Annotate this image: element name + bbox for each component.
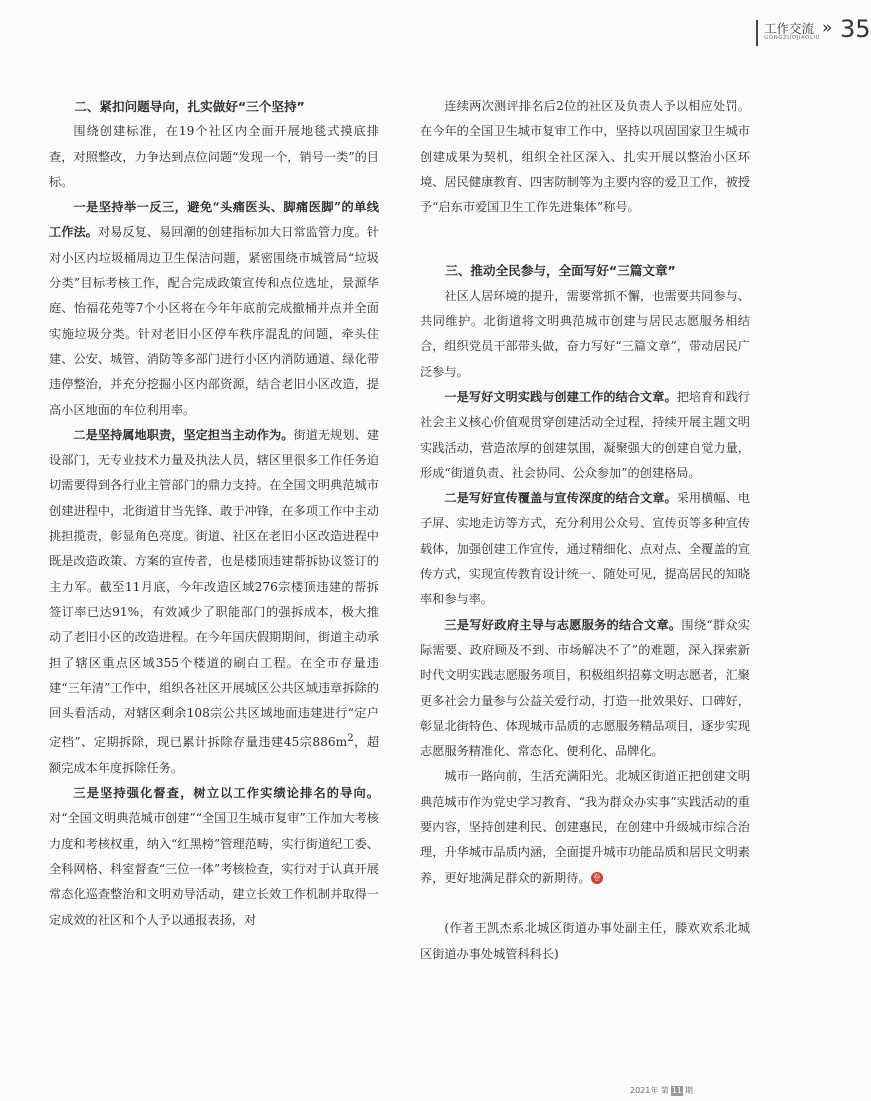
section-heading-2: 二、紧扣问题导向，扎实做好“三个坚持”	[74, 99, 305, 114]
article-2-lead: 二是写好宣传覆盖与宣传深度的结合文章。	[444, 491, 677, 506]
footer-year: 2021年	[630, 1086, 659, 1095]
section-heading-3: 三、推动全民参与，全面写好“三篇文章”	[445, 263, 676, 279]
section-title: 工作交流	[764, 21, 815, 36]
article-3-lead: 三是写好政府主导与志愿服务的结合文章。	[444, 617, 682, 632]
footer-issue-prefix: 第	[660, 1086, 669, 1095]
left-column	[49, 94, 379, 933]
point-3-text: 对“全国文明典范城市创建”“全国卫生城市复审”工作加大考核力度和考核权重，纳入“红黑榜”管理范畴，实行街道纪工委、全科网格、科室督查“三位一体”考核检查，实行对于认真开展常态化巡查整治和文明劝导活动，建立长效工作机制并取得一定成效的社区和个人予以通报表扬，对	[49, 811, 379, 927]
footer-issue-number: 11	[671, 1085, 682, 1095]
right-column	[420, 94, 750, 967]
paragraph-continued: 连续两次测评排名后2位的社区及负责人予以相应处罚。在今年的全国卫生城市复审工作中，坚持以巩固国家卫生城市创建成果为契机，组织全社区深入、扎实开展以整治小区环境、居民健康教育、四害防制等为主要内容的爱卫工作，被授予“启东市爱国卫生工作先进集体”称号。	[420, 99, 750, 215]
footer-issue-suffix: 期	[684, 1086, 693, 1095]
article-3-text: 围绕“群众实际需要、政府顾及不到、市场解决不了”的难题，深入探索新时代文明实践志愿服务项目，积极组织招募文明志愿者，汇聚更多社会力量参与公益关爱行动，打造一批效果好、口碑好，彰显北街特色、体现城市品质的志愿服务精品项目，逐步实现志愿服务精准化、常态化、便利化、品牌化。	[420, 617, 751, 759]
article-2-text: 采用横幅、电子屏、实地走访等方式，充分利用公众号、宣传页等多种宣传载体，加强创建工作宣传，通过精细化、点对点、全覆盖的宣传方式，实现宣传教育设计统一、随处可见，提高居民的知晓率和参与率。	[420, 491, 751, 607]
point-3-lead: 三是坚持强化督查，树立以工作实绩论排名的导向。	[73, 786, 379, 801]
chevron-right-icon: »	[822, 18, 833, 38]
article-1-text: 把培育和践行社会主义核心价值观贯穿创建活动全过程，持续开展主题文明实践活动，营造浓厚的创建氛围，凝聚强大的创建自觉力量，形成“街道负责、社会协同、公众参加”的创建格局。	[420, 389, 751, 480]
closing-text: 城市一路向前，生活充满阳光。北城区街道正把创建文明典范城市作为党史学习教育、“我为群众办实事”实践活动的重要内容，坚持创建利民、创建惠民，在创建中升级城市综合治理，升华城市品质内涵，全面提升城市功能品质和居民文明素养，更好地满足群众的新期待。	[420, 769, 750, 885]
superscript-2: 2	[347, 733, 354, 745]
point-2-lead: 二是坚持属地职责，坚定担当主动作为。	[73, 427, 294, 442]
point-1-lead: 一是坚持举一反三，避免“头痛医头、脚痛医脚”的单线工作法。	[49, 200, 379, 240]
page-footer	[630, 1085, 693, 1096]
spacer	[420, 891, 750, 916]
paragraph-point-1	[49, 195, 379, 423]
point-2-text: 街道无规划、建设部门，无专业技术力量及执法人员，辖区里很多工作任务迫切需要得到各行业主管部门的鼎力支持。在全国文明典范城市创建进程中，北街道甘当先锋、敢于冲锋，在多项工作中主动挑担揽责，彰显角色亮度。街道、社区在老旧小区改造进程中既是改造政策、方案的宣传者，也是楼顶违建帮拆协议签订的主力军。截至11月底，今年改造区域276宗楼顶违建的帮拆签订率已达91%，有效减少了职能部门的强拆成本，极大推动了老旧小区的改造进程。在今年国庆假期期间，街道主动承担了辖区重点区域355个楼道的刷白工程。在全市存量违建“三年清”工作中，组织各社区开展城区公共区域违章拆除的回头看活动，对辖区剩余108宗公共区域地面违建进行“定户定档”、定期拆除，现已累计拆除存量违建45宗886m	[49, 427, 380, 750]
header-divider	[756, 20, 758, 46]
point-1-text: 对易反复、易回潮的创建指标加大日常监管力度。针对小区内垃圾桶周边卫生保洁问题，紧密围绕市城管局“垃圾分类”目标考核工作，配合完成政策宣传和点位选址，景源华庭、怡福花苑等7个小区将在今年年底前完成撤桶并点并全面实施垃圾分类。针对老旧小区停车秩序混乱的问题，牵头住建、公安、城管、消防等多部门进行小区内消防通道、绿化带违停整治，并充分挖掘小区内部资源，结合老旧小区改造，提高小区地面的车位利用率。	[49, 225, 380, 417]
paragraph-article-1	[420, 385, 750, 486]
paragraph-point-3	[49, 781, 379, 933]
paragraph-intro-3: 社区人居环境的提升，需要常抓不懈，也需要共同参与、共同维护。北街道将文明典范城市创建与居民志愿服务相结合，组织党员干部带头做，奋力写好“三篇文章”，带动居民广泛参与。	[420, 288, 750, 379]
paragraph-closing	[420, 764, 750, 890]
point-2-text-end: ，超额完成本年度拆除任务。	[49, 735, 380, 775]
page-number: 35	[840, 15, 871, 43]
paragraph-article-3	[420, 613, 750, 765]
paragraph-article-2	[420, 486, 750, 612]
section-pinyin: GONGZUOJIAOLIU	[764, 35, 821, 41]
paragraph-intro: 围绕创建标准，在19个社区内全面开展地毯式摸底排查，对照整改，力争达到点位问题“发现一个，销号一类”的目标。	[49, 124, 379, 189]
spacer	[420, 220, 750, 258]
end-mark-icon: 卷	[592, 873, 601, 883]
article-1-lead: 一是写好文明实践与创建工作的结合文章。	[444, 389, 677, 404]
author-byline: (作者王凯杰系北城区街道办事处副主任，滕欢欢系北城区街道办事处城管科科长)	[420, 921, 750, 961]
paragraph-point-2	[49, 423, 379, 781]
